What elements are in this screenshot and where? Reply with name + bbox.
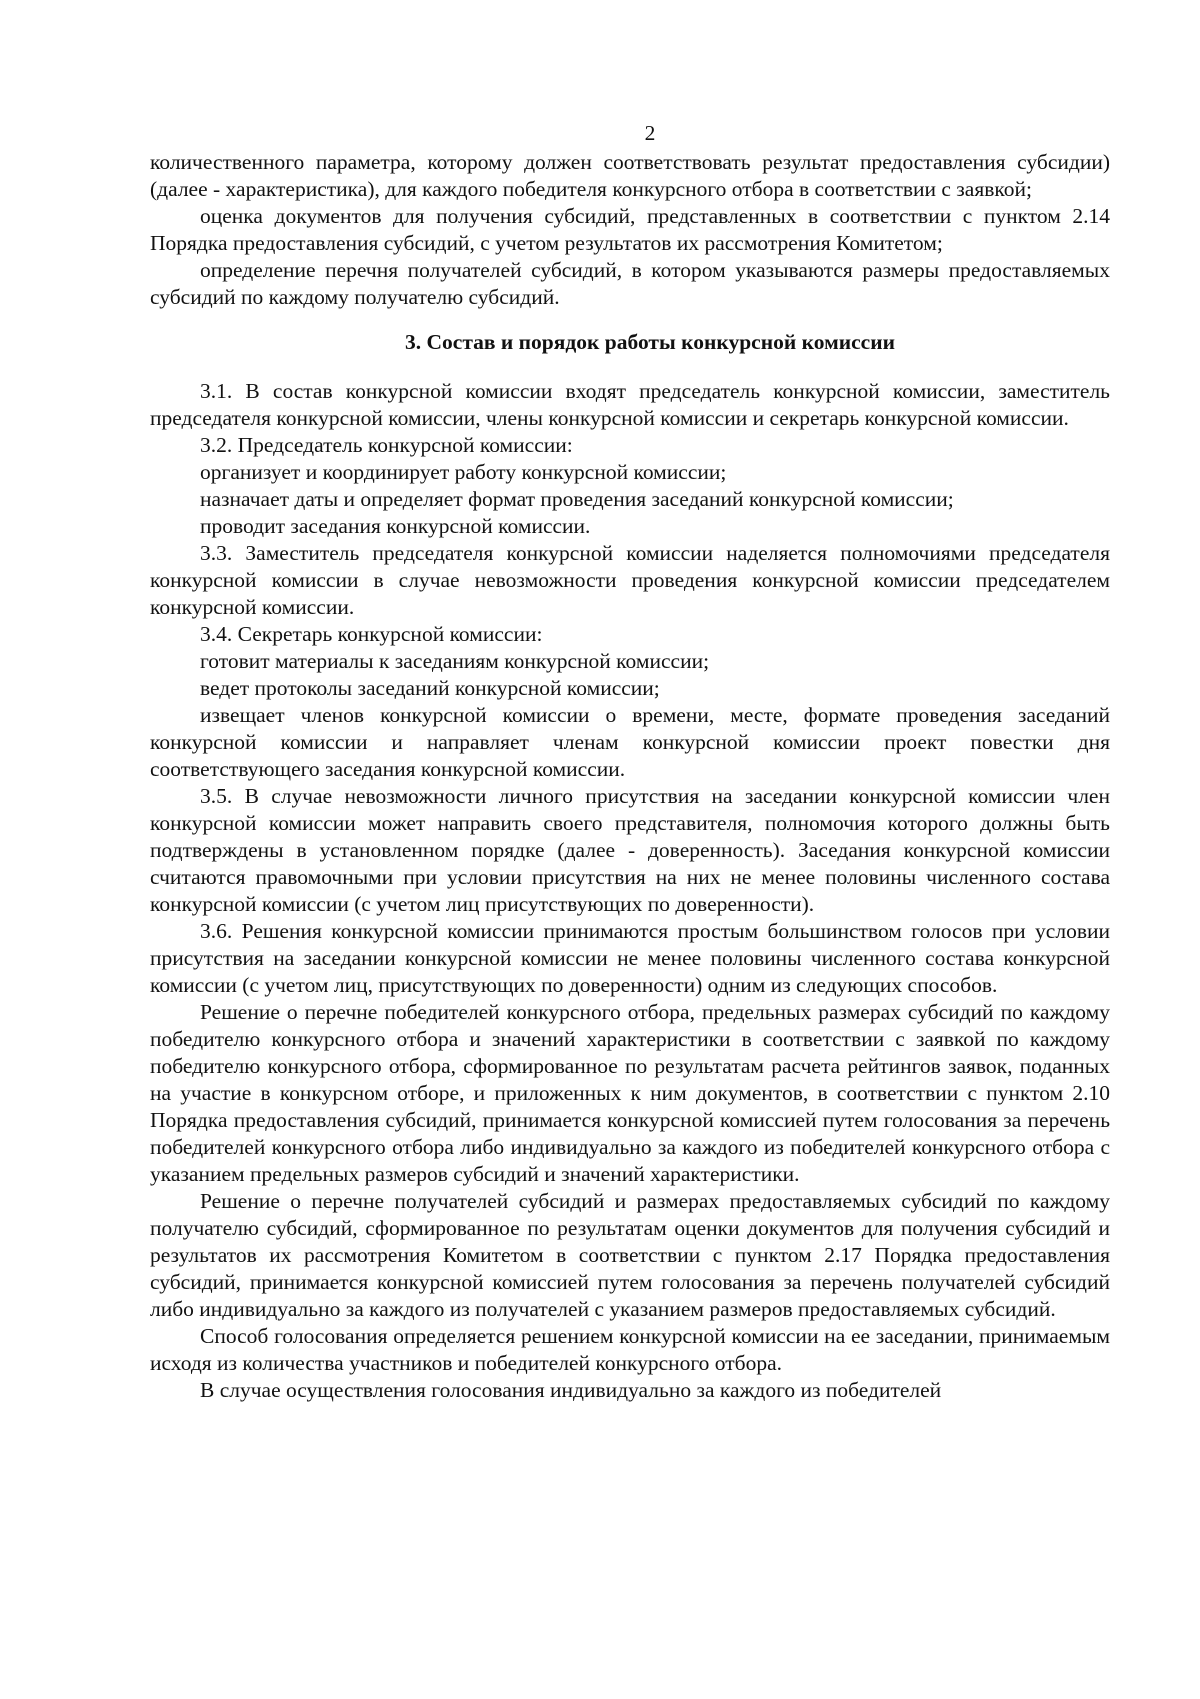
paragraph: 3.3. Заместитель председателя конкурсной комиссии наделяется полномочиями председателя конкурсной комиссии в случае невозможности проведения конкурсной комиссии председателем конкурсной комиссии. [150,541,1110,619]
paragraph: 3.4. Секретарь конкурсной комиссии: [200,622,543,646]
paragraph: назначает даты и определяет формат проведения заседаний конкурсной комиссии; [200,487,954,511]
section-heading: 3. Состав и порядок работы конкурсной комиссии [405,330,895,354]
paragraph: проводит заседания конкурсной комиссии. [200,514,591,538]
paragraph: 3.5. В случае невозможности личного присутствия на заседании конкурсной комиссии член конкурсной комиссии может направить своего представителя, полномочия которого должны быть подтверждены в установленном порядке (далее - доверенность). Заседания конкурсной комиссии считаются правомочными при условии присутствия на них не менее половины численного состава конкурсной комиссии (с учетом лиц присутствующих по доверенности). [150,784,1110,916]
paragraph: Способ голосования определяется решением конкурсной комиссии на ее заседании, принимаемым исходя из количества участников и победителей конкурсного отбора. [150,1324,1110,1375]
paragraph: В случае осуществления голосования индивидуально за каждого из победителей [200,1378,942,1402]
paragraph: готовит материалы к заседаниям конкурсной комиссии; [200,649,710,673]
paragraph: 3.6. Решения конкурсной комиссии принимаются простым большинством голосов при условии присутствия на заседании конкурсной комиссии не менее половины численного состава конкурсной комиссии (с учетом лиц, присутствующих по доверенности) одним из следующих способов. [150,919,1110,997]
paragraph: определение перечня получателей субсидий, в котором указываются размеры предоставляемых субсидий по каждому получателю субсидий. [150,258,1110,309]
document-page [150,120,1110,1404]
paragraph: 3.1. В состав конкурсной комиссии входят председатель конкурсной комиссии, заместитель председателя конкурсной комиссии, члены конкурсной комиссии и секретарь конкурсной комиссии. [150,379,1110,430]
paragraph: ведет протоколы заседаний конкурсной комиссии; [200,676,660,700]
paragraph: количественного параметра, которому должен соответствовать результат предоставления субсидии) (далее - характеристика), для каждого победителя конкурсного отбора в соответствии с заявкой; [150,150,1110,201]
paragraph: Решение о перечне получателей субсидий и размерах предоставляемых субсидий по каждому получателю субсидий, сформированное по результатам оценки документов для получения субсидий и результатов их рассмотрения Комитетом в соответствии с пунктом 2.17 Порядка предоставления субсидий, принимается конкурсной комиссией путем голосования за перечень получателей субсидий либо индивидуально за каждого из получателей с указанием размеров предоставляемых субсидий. [150,1189,1110,1321]
page-number: 2 [644,121,656,145]
paragraph: извещает членов конкурсной комиссии о времени, месте, формате проведения заседаний конкурсной комиссии и направляет членам конкурсной комиссии проект повестки дня соответствующего заседания конкурсной комиссии. [150,703,1110,781]
paragraph: организует и координирует работу конкурсной комиссии; [200,460,727,484]
paragraph: оценка документов для получения субсидий, представленных в соответствии с пунктом 2.14 Порядка предоставления субсидий, с учетом результатов их рассмотрения Комитетом; [150,204,1110,255]
paragraph: 3.2. Председатель конкурсной комиссии: [200,433,573,457]
paragraph: Решение о перечне победителей конкурсного отбора, предельных размерах субсидий по каждому победителю конкурсного отбора и значений характеристики в соответствии с заявкой по каждому победителю конкурсного отбора, сформированное по результатам расчета рейтингов заявок, поданных на участие в конкурсном отборе, и приложенных к ним документов, в соответствии с пунктом 2.10 Порядка предоставления субсидий, принимается конкурсной комиссией путем голосования за перечень победителей конкурсного отбора либо индивидуально за каждого из победителей конкурсного отбора с указанием предельных размеров субсидий и значений характеристики. [150,1000,1110,1186]
